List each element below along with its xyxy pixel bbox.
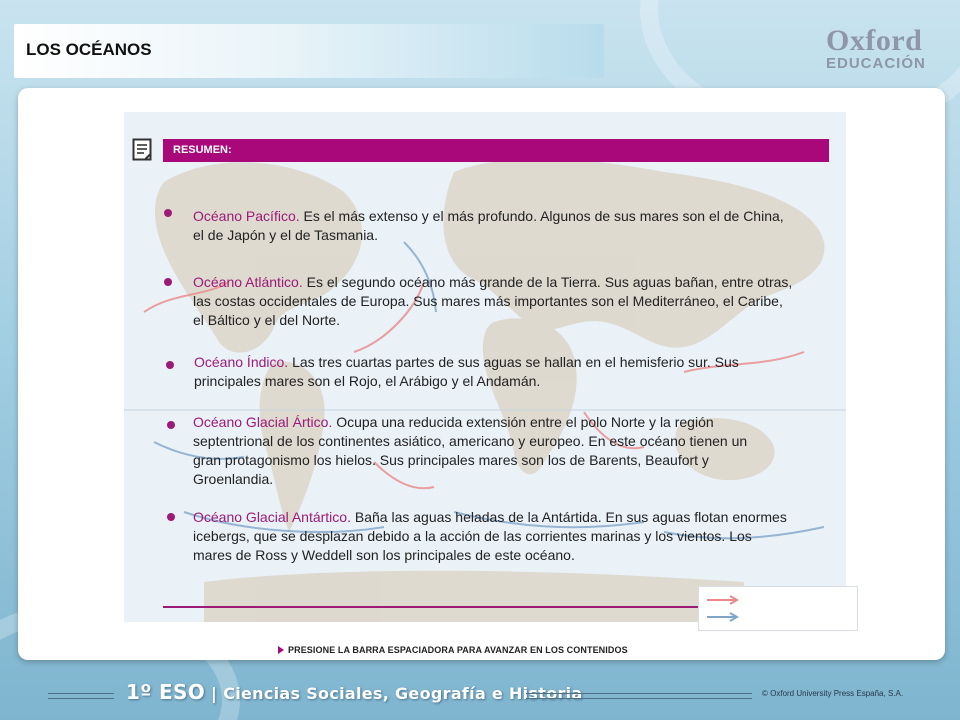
bullet-icon [167,513,175,521]
ocean-text: Las tres cuartas partes de sus aguas se hallan en el hemisferio sur. Sus principales mares son el Rojo, el Arábigo y el Andamán. [194,354,739,389]
footer-divider-left [48,693,114,699]
currents-legend [698,586,858,631]
brand-subtitle: EDUCACIÓN [826,55,926,72]
bullet-icon [166,361,174,369]
course-subject: Ciencias Sociales, Geografía e Historia [223,684,583,703]
copyright-notice: © Oxford University Press España, S.A. [762,689,904,698]
ocean-text: Es el segundo océano más grande de la Tierra. Sus aguas bañan, entre otras, las costas occidentales de Europa. Sus mares más importantes son el Mediterráneo, el Caribe, el Báltico y el del Norte. [193,274,793,328]
ocean-description [194,353,804,391]
ocean-description [193,273,793,330]
navigation-hint-text: PRESIONE LA BARRA ESPACIADORA PARA AVANZAR EN LOS CONTENIDOS [288,645,628,655]
ocean-text: Ocupa una reducida extensión entre el polo Norte y la región septentrional de los continentes asiático, americano y europeo. En este océano tienen un gran protagonismo los hielos. Sus principales mares son los de Barents, Beaufort y Groenlandia. [193,414,748,487]
notepad-icon [132,138,154,162]
play-arrow-icon [278,646,284,654]
ocean-text: Es el más extenso y el más profundo. Algunos de sus mares son el de China, el de Japón y el de Tasmania. [193,208,784,243]
ocean-description [193,508,793,565]
ocean-name: Océano Índico. [194,354,289,370]
ocean-description [193,413,778,489]
ocean-name: Océano Atlántico. [193,274,303,290]
brand-logo [826,26,936,78]
course-grade: 1º ESO [126,680,206,704]
ocean-text: Baña las aguas heladas de la Antártida. En sus aguas flotan enormes icebergs, que se desplazan debido a la acción de las corrientes marinas y los vientos. Los mares de Ross y Weddell son los principales de este océano. [193,509,787,563]
bullet-icon [164,278,172,286]
ocean-name: Océano Pacífico. [193,208,300,224]
ocean-name: Océano Glacial Ártico. [193,414,333,430]
course-title [126,680,583,704]
cold-current-icon [707,613,737,621]
brand-name: Oxford [826,24,923,57]
bullet-icon [167,421,175,429]
footer-divider-right [526,693,752,699]
summary-label: RESUMEN: [173,144,232,156]
ocean-name: Océano Glacial Antártico. [193,509,351,525]
ocean-description [193,207,793,245]
course-separator: | [211,684,218,703]
navigation-hint[interactable] [278,645,628,655]
warm-current-icon [707,596,737,604]
bullet-icon [164,209,172,217]
summary-header [163,139,829,162]
page-title: LOS OCÉANOS [26,40,152,59]
